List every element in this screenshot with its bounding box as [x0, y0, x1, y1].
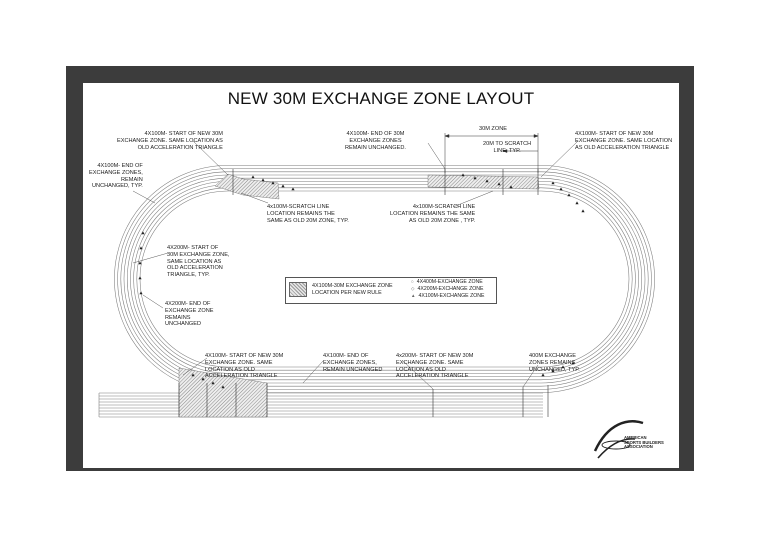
- asba-logo-text: AMERICAN SPORTS BUILDERS ASSOCIATION: [624, 435, 664, 450]
- note-bottom-start-200: 4x200M- START OF NEW 30M EXCHANGE ZONE. SAME LOCATION AS OLD ACCELERATION TRIANGLE: [396, 353, 474, 380]
- dimension-30m-label: 30M ZONE: [479, 126, 507, 132]
- note-bottom-400: 400M EXCHANGE ZONES REMAINS UNCHANGED, TYP.: [529, 353, 580, 373]
- note-left-200-start: 4X200M- START OF 30M EXCHANGE ZONE, SAME LOCATION AS OLD ACCELERATION TRIANGLE, TYP.: [167, 245, 230, 279]
- note-top-left-start: 4X100M- START OF NEW 30M EXCHANGE ZONE. SAME LOCATION AS OLD ACCELERATION TRIANGLE: [117, 131, 223, 151]
- legend-item-4x200: ◇ 4X200M-EXCHANGE ZONE: [411, 286, 484, 292]
- legend-hatch-swatch: [289, 282, 307, 297]
- legend-main-label: 4X100M-30M EXCHANGE ZONE LOCATION PER NEW RULE: [312, 283, 393, 296]
- exchange-marker: [575, 201, 578, 204]
- exchange-marker: [581, 209, 584, 212]
- exchange-zone-top-right: [428, 175, 539, 189]
- note-left-200-end: 4X200M- END OF EXCHANGE ZONE REMAINS UNCHANGED: [165, 301, 214, 328]
- dimension-scratch-label: 20M TO SCRATCH LINE, TYP.: [483, 141, 532, 154]
- front-straight: [99, 393, 543, 417]
- exchange-marker: [567, 193, 570, 196]
- note-bottom-start-100: 4X100M- START OF NEW 30M EXCHANGE ZONE. SAME LOCATION AS OLD ACCELERATION TRIANGLE: [205, 353, 284, 380]
- page-title: NEW 30M EXCHANGE ZONE LAYOUT: [227, 89, 535, 108]
- note-scratch-left: 4x100M-SCRATCH LINE LOCATION REMAINS THE SAME AS OLD 20M ZONE, TYP.: [267, 204, 349, 224]
- drawing-sheet: [83, 83, 679, 468]
- note-bottom-end-100: 4X100M- END OF EXCHANGE ZONES, REMAIN UNCHANGED: [323, 353, 383, 373]
- exchange-marker: [138, 261, 141, 264]
- legend-item-4x100: ▲ 4X100M-EXCHANGE ZONE: [411, 293, 485, 299]
- exchange-marker: [559, 187, 562, 190]
- exchange-marker: [138, 276, 141, 279]
- note-top-right-start: 4X100M- START OF NEW 30M EXCHANGE ZONE. SAME LOCATION AS OLD ACCELERATION TRIANGLE: [575, 131, 673, 151]
- exchange-marker: [251, 175, 254, 178]
- exchange-marker: [541, 373, 544, 376]
- exchange-marker: [139, 291, 142, 294]
- note-left-end: 4X100M- END OF EXCHANGE ZONES, REMAIN UNCHANGED, TYP.: [89, 163, 143, 190]
- note-top-mid-end: 4X100M- END OF 30M EXCHANGE ZONES REMAIN UNCHANGED.: [345, 131, 406, 151]
- legend-item-4x400: ○ 4X400M-EXCHANGE ZONE: [411, 279, 483, 285]
- note-scratch-right: 4x100M-SCRATCH LINE LOCATION REMAINS THE SAME AS OLD 20M ZONE , TYP.: [390, 204, 476, 224]
- exchange-marker: [261, 178, 264, 181]
